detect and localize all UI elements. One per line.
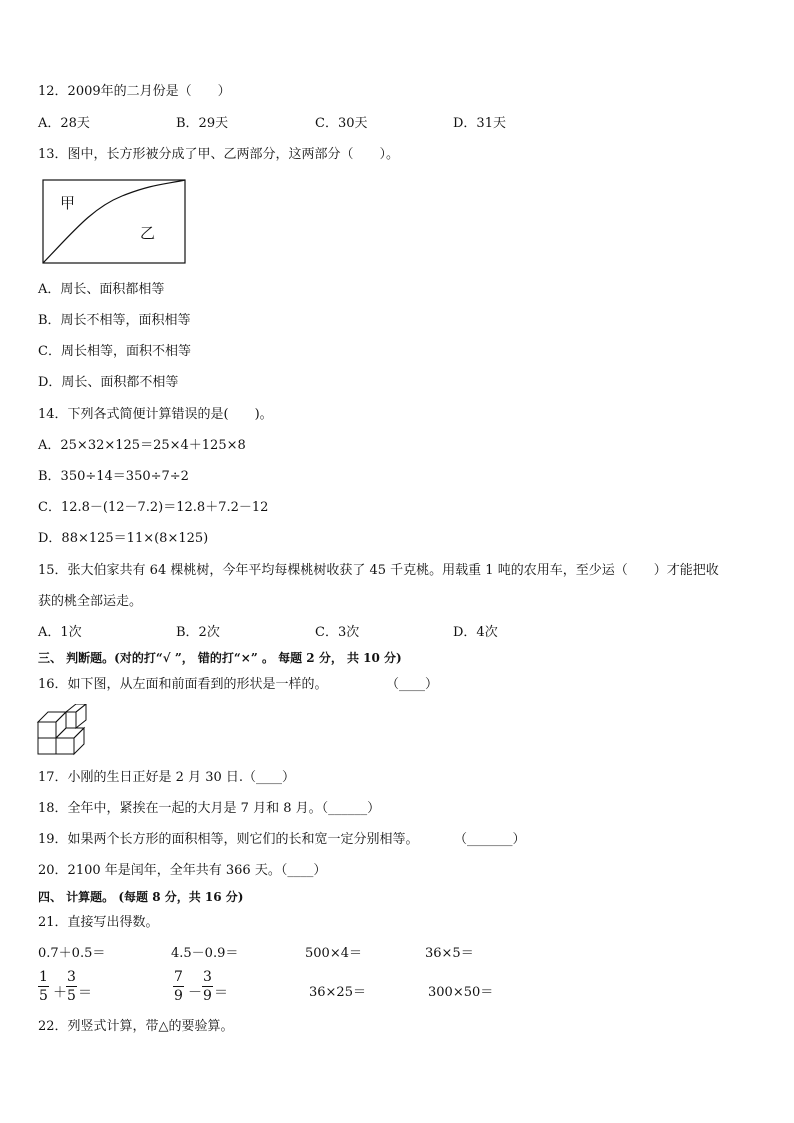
q13-stem: 13．图中，长方形被分成了甲、乙两部分，这两部分（ ）。	[38, 147, 400, 162]
q15-option-a: A．1次	[38, 625, 82, 640]
q14-option-a: A．25×32×125＝25×4＋125×8	[38, 438, 246, 453]
q20-stem: 20．2100 年是闰年，全年共有 366 天。（____）	[38, 863, 327, 878]
q22-stem: 22．列竖式计算，带△的要验算。	[38, 1019, 234, 1034]
region-jia-label: 甲	[60, 194, 76, 212]
q16-cube-figure	[36, 704, 88, 756]
q12-stem: 12．2009年的二月份是（ ）	[38, 84, 231, 99]
q14-option-c: C．12.8－(12－7.2)＝12.8＋7.2－12	[38, 500, 269, 515]
q12-option-a: A．28天	[38, 116, 90, 131]
q21-plus-sign: ＋	[53, 985, 67, 1001]
q15-stem-line1: 15．张大伯家共有 64 棵桃树，今年平均每棵桃树收获了 45 千克桃。用载重 1 吨的农用车，至少运（ ）才能把收	[38, 563, 719, 578]
q21-calc-2: 4.5－0.9＝	[171, 946, 239, 961]
q21-minus-sign: －	[188, 985, 202, 1001]
q19-answer-blank: （_______）	[454, 832, 526, 847]
top-cube-side-face	[56, 712, 66, 738]
q12-option-c: C．30天	[315, 116, 368, 131]
q18-stem: 18．全年中，紧挨在一起的大月是 7 月和 8 月。（______）	[38, 801, 381, 816]
q21-fraction-3-9: 3 9	[203, 969, 212, 1004]
q15-option-c: C．3次	[315, 625, 360, 640]
q13-option-c: C．周长相等，面积不相等	[38, 344, 191, 359]
q14-option-b: B．350÷14＝350÷7÷2	[38, 469, 189, 484]
q21-fraction-7-9: 7 9	[174, 969, 183, 1004]
q21-fraction-3-5: 3 5	[67, 969, 76, 1004]
q15-stem-line2: 获的桃全部运走。	[38, 594, 143, 609]
q21-calc-3: 500×4＝	[305, 946, 362, 961]
section3-heading: 三、 判断题。(对的打“√ ”， 错的打“×” 。 每题 2 分， 共 10 分)	[38, 651, 402, 665]
q12-option-b: B．29天	[176, 116, 229, 131]
q14-option-d: D．88×125＝11×(8×125)	[38, 531, 209, 546]
q21-calc-1: 0.7＋0.5＝	[38, 946, 106, 961]
q13-option-b: B．周长不相等，面积相等	[38, 313, 191, 328]
section4-heading: 四、 计算题。 (每题 8 分，共 16 分)	[38, 890, 244, 904]
q13-option-d: D．周长、面积都不相等	[38, 375, 179, 390]
q16-stem: 16．如下图，从左面和前面看到的形状是一样的。	[38, 677, 328, 692]
top-cube-top-face	[38, 712, 66, 722]
q13-option-a: A．周长、面积都相等	[38, 282, 165, 297]
bottom-left-cube	[38, 738, 56, 754]
q14-stem: 14．下列各式简便计算错误的是( )。	[38, 407, 273, 422]
q21-equals-1: ＝	[78, 985, 92, 1001]
q19-stem: 19．如果两个长方形的面积相等，则它们的长和宽一定分别相等。	[38, 832, 419, 847]
top-cube-front-face	[38, 722, 56, 738]
q13-rectangle-figure	[42, 178, 188, 266]
q12-option-d: D．31天	[453, 116, 506, 131]
q21-stem: 21．直接写出得数。	[38, 915, 159, 930]
region-yi-label: 乙	[140, 224, 156, 242]
q15-option-b: B．2次	[176, 625, 220, 640]
dividing-curve	[43, 180, 185, 263]
q17-stem: 17．小刚的生日正好是 2 月 30 日.（____）	[38, 770, 296, 785]
q15-option-d: D．4次	[453, 625, 498, 640]
rectangle-outline	[43, 180, 185, 263]
q21-fraction-1-5: 1 5	[39, 969, 48, 1004]
q16-answer-blank: （____）	[386, 677, 439, 692]
bottom-right-cube	[56, 738, 74, 754]
q21-calc-8: 300×50＝	[428, 985, 494, 1000]
q21-calc-7: 36×25＝	[309, 985, 366, 1000]
q21-equals-2: ＝	[214, 985, 228, 1001]
q21-calc-4: 36×5＝	[425, 946, 474, 961]
